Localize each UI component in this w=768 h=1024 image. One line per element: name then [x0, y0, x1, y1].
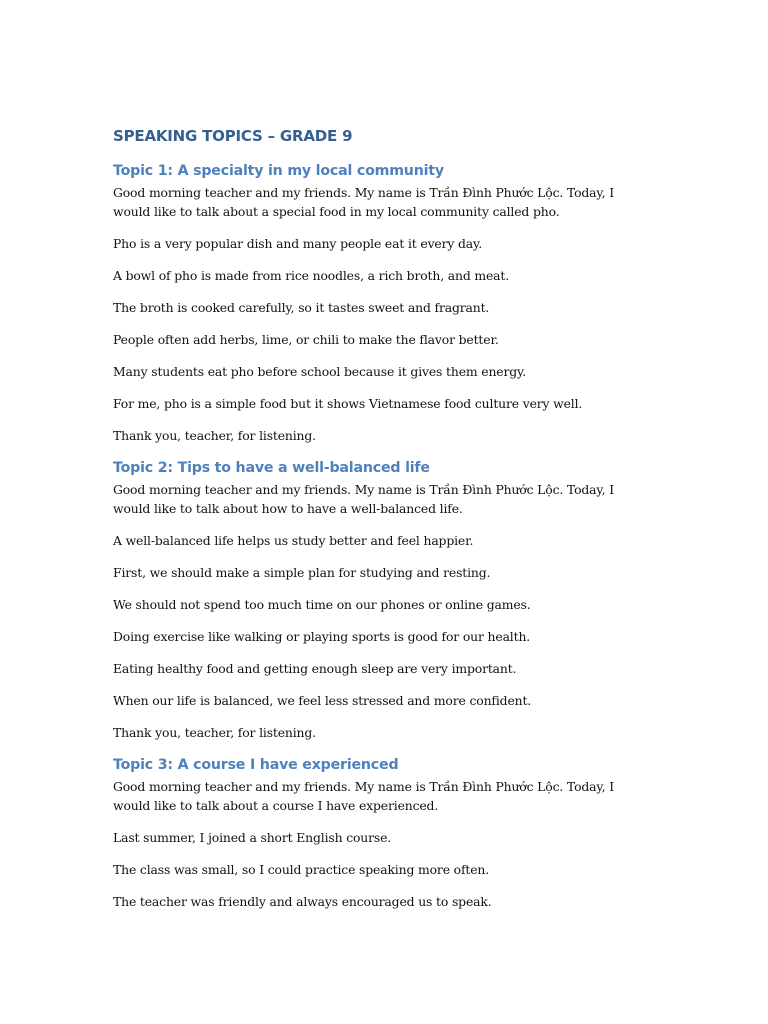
paragraph: Good morning teacher and my friends. My name is Trần Đình Phước Lộc. Today, I would like to talk about a course I have experienced. — [113, 779, 614, 813]
paragraph: Last summer, I joined a short English course. — [113, 830, 392, 845]
document-page — [113, 126, 653, 924]
paragraph: First, we should make a simple plan for studying and resting. — [113, 565, 491, 580]
topic-section-3 — [113, 755, 653, 911]
paragraph: For me, pho is a simple food but it shows Vietnamese food culture very well. — [113, 396, 583, 411]
document-title: SPEAKING TOPICS – GRADE 9 — [113, 127, 353, 145]
paragraph: Thank you, teacher, for listening. — [113, 428, 316, 443]
topic-section-1 — [113, 161, 653, 445]
topic-heading: Topic 3: A course I have experienced — [113, 757, 399, 773]
paragraph: When our life is balanced, we feel less stressed and more confident. — [113, 693, 532, 708]
paragraph: People often add herbs, lime, or chili to make the flavor better. — [113, 332, 499, 347]
paragraph: The teacher was friendly and always encouraged us to speak. — [113, 894, 492, 909]
topic-heading: Topic 2: Tips to have a well-balanced life — [113, 460, 430, 476]
paragraph: The broth is cooked carefully, so it tastes sweet and fragrant. — [113, 300, 490, 315]
paragraph: Pho is a very popular dish and many people eat it every day. — [113, 236, 483, 251]
paragraph: Thank you, teacher, for listening. — [113, 725, 316, 740]
paragraph: Eating healthy food and getting enough sleep are very important. — [113, 661, 517, 676]
topic-section-2 — [113, 458, 653, 742]
paragraph: A bowl of pho is made from rice noodles, a rich broth, and meat. — [113, 268, 510, 283]
paragraph: Good morning teacher and my friends. My name is Trần Đình Phước Lộc. Today, I would like to talk about how to have a well-balanced life. — [113, 482, 614, 516]
paragraph: The class was small, so I could practice speaking more often. — [113, 862, 490, 877]
paragraph: A well-balanced life helps us study better and feel happier. — [113, 533, 474, 548]
paragraph: Good morning teacher and my friends. My name is Trần Đình Phước Lộc. Today, I would like to talk about a special food in my local community called pho. — [113, 185, 614, 219]
paragraph: Doing exercise like walking or playing sports is good for our health. — [113, 629, 531, 644]
topic-heading: Topic 1: A specialty in my local community — [113, 163, 444, 179]
paragraph: Many students eat pho before school because it gives them energy. — [113, 364, 527, 379]
paragraph: We should not spend too much time on our phones or online games. — [113, 597, 531, 612]
